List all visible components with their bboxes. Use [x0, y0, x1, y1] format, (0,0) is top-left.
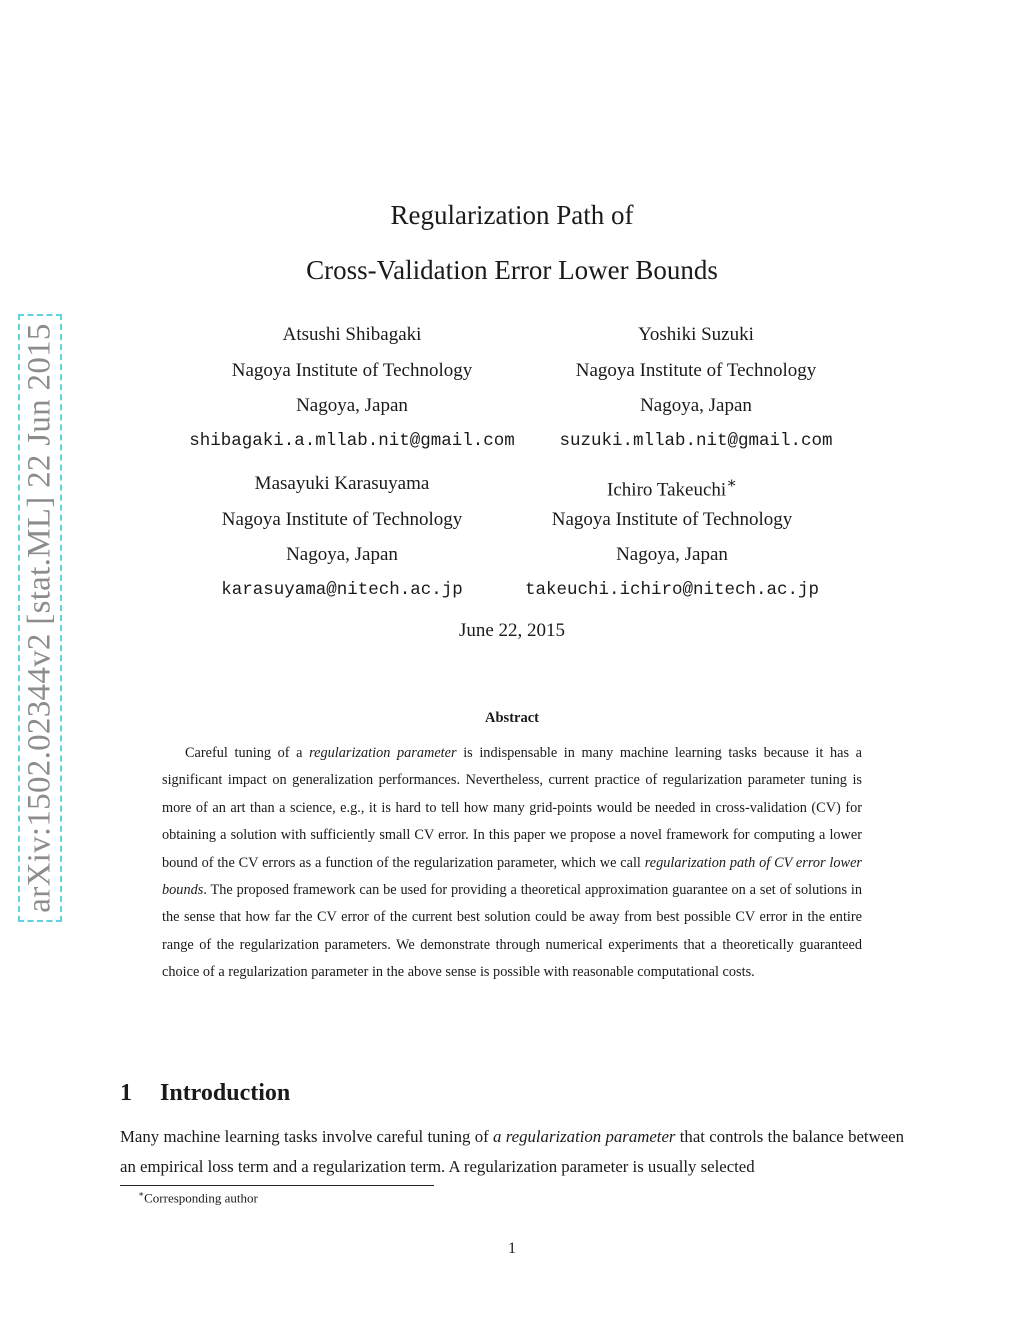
- arxiv-identifier: arXiv:1502.02344v2 [stat.ML] 22 Jun 2015: [21, 323, 58, 913]
- section-number: 1: [120, 1080, 132, 1106]
- abstract-emphasis: regularization path of CV error lower bounds: [162, 854, 862, 899]
- section-heading: [120, 1080, 290, 1107]
- page-number: 1: [508, 1240, 516, 1257]
- author-email: suzuki.mllab.nit@gmail.com: [559, 430, 833, 451]
- abstract-text-part: . The proposed framework can be used for providing a theoretical approximation guarantee on a set of solutions in the sense that how far the CV error of the current best solution could be away from best possible CV error in the entire range of the regularization parameters. We demonstrate through numerical experiments that a theoretically guaranteed choice of a regularization parameter in the above sense is possible with reasonable computational costs.: [162, 882, 862, 981]
- paper-title-line-2: Cross-Validation Error Lower Bounds: [306, 255, 718, 285]
- author-block-2: [526, 317, 866, 459]
- author-name: Ichiro Takeuchi: [607, 479, 727, 501]
- arxiv-stamp: [18, 314, 62, 922]
- footnote-text: Corresponding author: [144, 1190, 258, 1206]
- author-location: Nagoya, Japan: [640, 395, 752, 416]
- abstract-heading: Abstract: [485, 710, 539, 726]
- publication-date: June 22, 2015: [458, 620, 566, 641]
- footnote-divider: [120, 1185, 434, 1186]
- abstract-emphasis: regularization parameter: [309, 745, 457, 761]
- author-name: Masayuki Karasuyama: [254, 473, 430, 494]
- abstract-text-part: is indispensable in many machine learning tasks because it has a significant impact on generalization performances. Nevertheless, current practice of regularization parameter tuning is more of an art than a science, e.g., it is hard to tell how many grid-points would be needed in cross-validation (CV) for obtaining a solution with sufficiently small CV error. In this paper we propose a novel framework for computing a lower bound of the CV errors as a function of the regularization parameter, which we call: [162, 745, 862, 871]
- author-block-4: [502, 466, 842, 608]
- author-location: Nagoya, Japan: [296, 395, 408, 416]
- author-name-row: [502, 466, 842, 502]
- paper-title-line-1: Regularization Path of: [390, 200, 634, 230]
- footnote-marker: ∗: [138, 1189, 145, 1199]
- abstract-text-part: Careful tuning of a: [185, 745, 310, 761]
- abstract-text: [162, 740, 862, 987]
- author-email: takeuchi.ichiro@nitech.ac.jp: [524, 579, 820, 600]
- author-name: Atsushi Shibagaki: [282, 324, 422, 345]
- author-block-3: [172, 466, 512, 608]
- author-location: Nagoya, Japan: [286, 544, 398, 565]
- author-location: Nagoya, Japan: [616, 544, 728, 565]
- footnote: [138, 1189, 258, 1206]
- author-block-1: [182, 317, 522, 459]
- author-affiliation: Nagoya Institute of Technology: [575, 359, 817, 381]
- intro-text-part: Many machine learning tasks involve careful tuning of: [120, 1127, 494, 1146]
- introduction-text: [120, 1122, 904, 1182]
- author-name: Yoshiki Suzuki: [638, 324, 754, 345]
- author-affiliation: Nagoya Institute of Technology: [221, 508, 463, 530]
- author-affiliation: Nagoya Institute of Technology: [551, 508, 793, 530]
- author-email: karasuyama@nitech.ac.jp: [221, 579, 463, 600]
- author-affiliation: Nagoya Institute of Technology: [231, 359, 473, 381]
- section-title: Introduction: [160, 1080, 291, 1106]
- intro-text-part: that controls the balance between an empirical loss term and a regularization term. A regularization parameter is usually selected: [120, 1127, 904, 1176]
- corresponding-author-marker: ∗: [726, 475, 737, 492]
- author-email: shibagaki.a.mllab.nit@gmail.com: [189, 430, 515, 451]
- intro-emphasis: a regularization parameter: [493, 1127, 676, 1146]
